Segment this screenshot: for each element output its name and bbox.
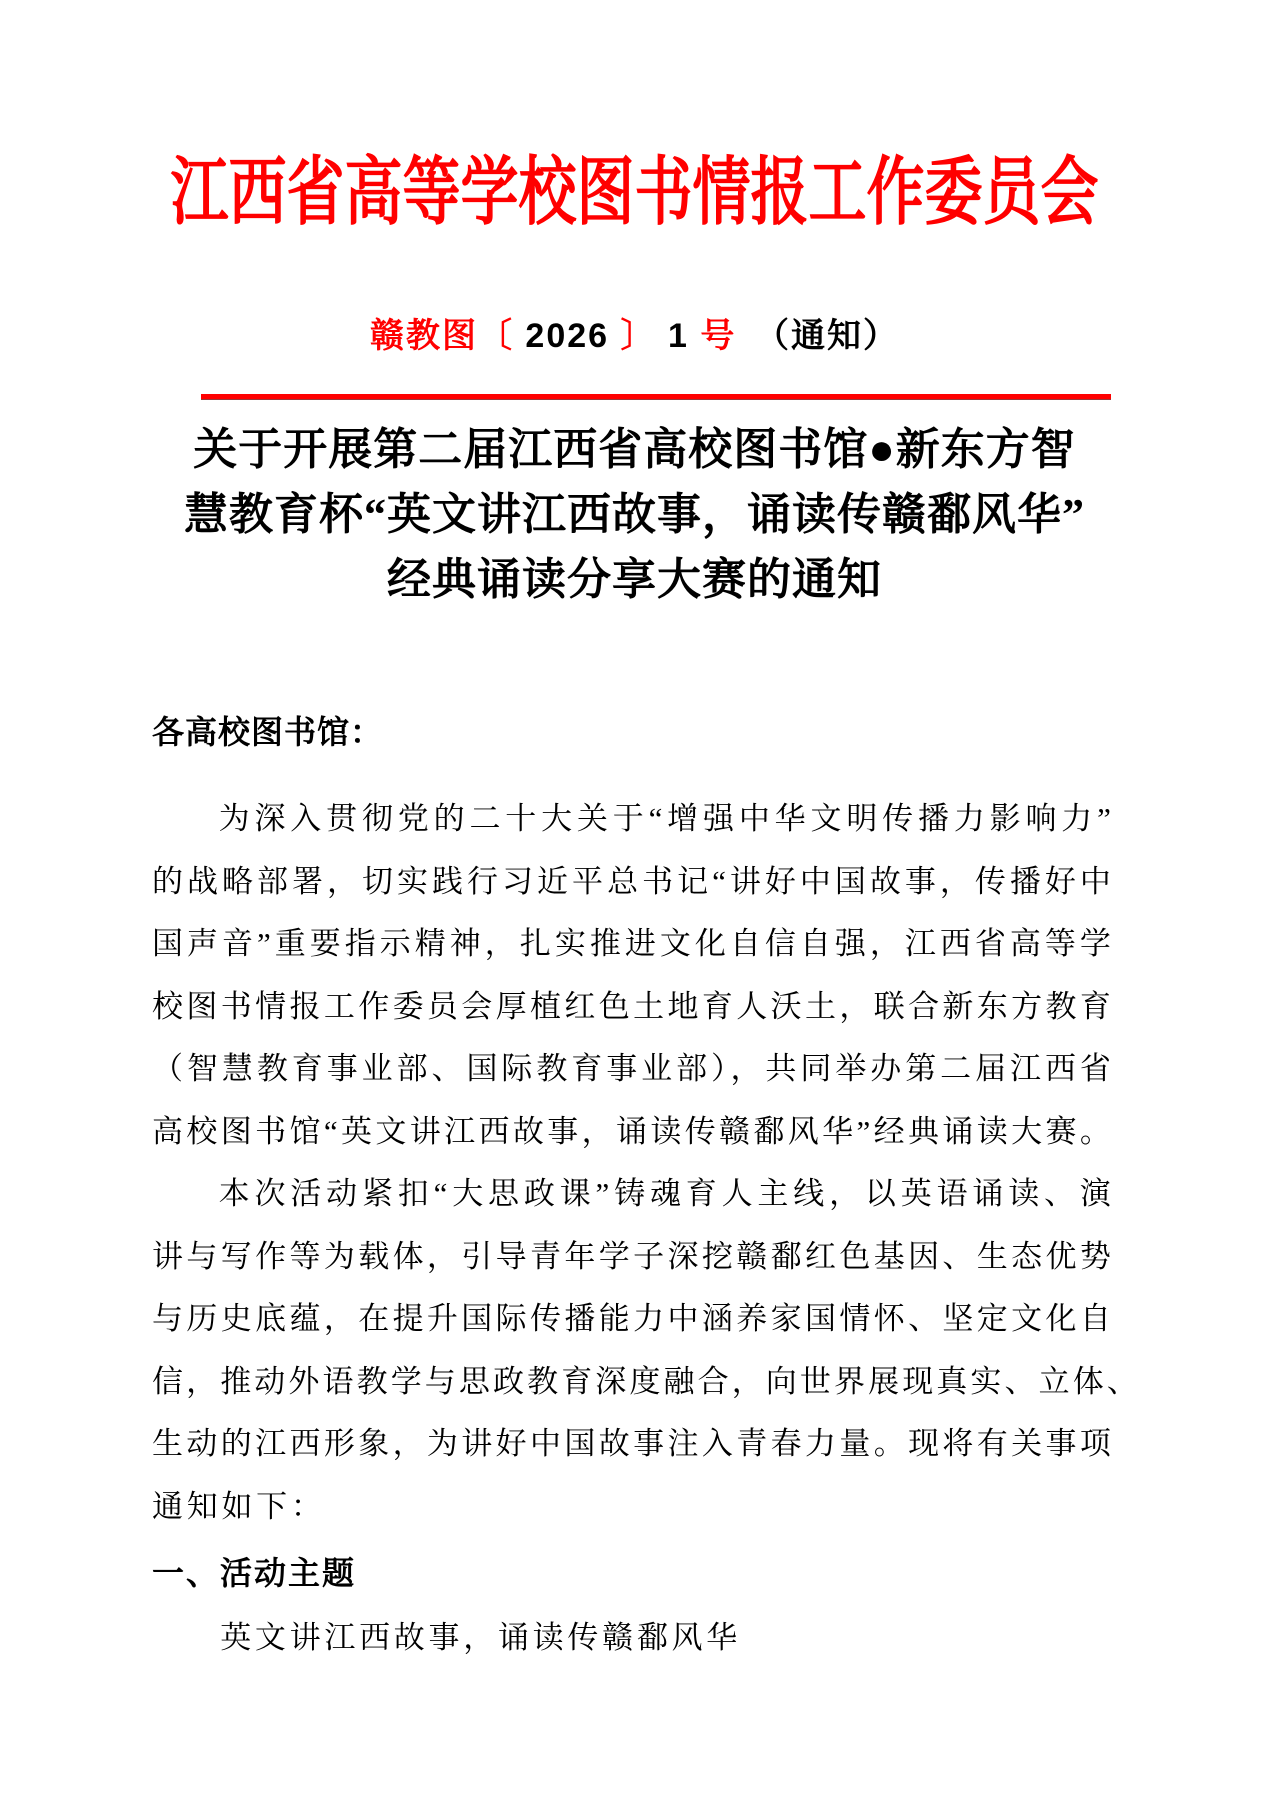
paragraph-line: 生动的江西形象，为讲好中国故事注入青春力量。现将有关事项	[152, 1426, 1114, 1461]
paragraph-line: 信，推动外语教学与思政教育深度融合，向世界展现真实、立体、	[152, 1363, 1141, 1399]
section-body-activity-theme: 英文讲江西故事，诵读传赣鄱风华	[220, 1620, 741, 1655]
doc-number-notice: （通知）	[755, 318, 900, 355]
document-title-line-1: 关于开展第二届江西省高校图书馆●新东方智	[193, 425, 1076, 474]
paragraph-line: 通知如下：	[152, 1488, 326, 1524]
paragraph-line: （智慧教育事业部、国际教育事业部），共同举办第二届江西省	[152, 1051, 1114, 1086]
doc-number-year: 2026	[513, 317, 621, 355]
paragraph-line: 本次活动紧扣“大思政课”铸魂育人主线，以英语诵读、演	[218, 1176, 1114, 1211]
paragraph-line: 的战略部署，切实践行习近平总书记“讲好中国故事，传播好中	[152, 863, 1114, 899]
doc-number-unit: 号	[700, 318, 737, 355]
document-title-line-2: 慧教育杯“英文讲江西故事，诵读传赣鄱风华”	[184, 490, 1085, 539]
doc-number-line	[0, 308, 1269, 357]
paragraph-line: 高校图书馆“英文讲江西故事，诵读传赣鄱风华”经典诵读大赛。	[152, 1113, 1114, 1149]
paragraph-line: 国声音”重要指示精神，扎实推进文化自信自强，江西省高等学	[152, 926, 1114, 961]
doc-number-bracket: 〕	[620, 318, 657, 355]
paragraph-line: 讲与写作等为载体，引导青年学子深挖赣鄱红色基因、生态优势	[152, 1238, 1114, 1274]
document-title-line-3: 经典诵读分享大赛的通知	[387, 555, 882, 604]
section-heading-activity-theme: 一、活动主题	[152, 1555, 357, 1591]
paragraph-line: 校图书情报工作委员会厚植红色土地育人沃土，联合新东方教育	[152, 988, 1114, 1024]
red-divider-rule	[201, 394, 1111, 400]
paragraph-2	[152, 1163, 1141, 1538]
document-title	[80, 417, 1189, 612]
paragraph-1	[152, 788, 1114, 1163]
paragraph-line: 为深入贯彻党的二十大关于“增强中华文明传播力影响力”	[218, 801, 1114, 836]
paragraph-line: 与历史底蕴，在提升国际传播能力中涵养家国情怀、坚定文化自	[152, 1301, 1114, 1336]
doc-number-index: 1	[656, 317, 701, 355]
org-header-title: 江西省高等学校图书情报工作委员会	[170, 150, 1099, 235]
salutation: 各高校图书馆：	[152, 714, 384, 750]
doc-number-prefix: 赣教图〔	[369, 318, 514, 355]
